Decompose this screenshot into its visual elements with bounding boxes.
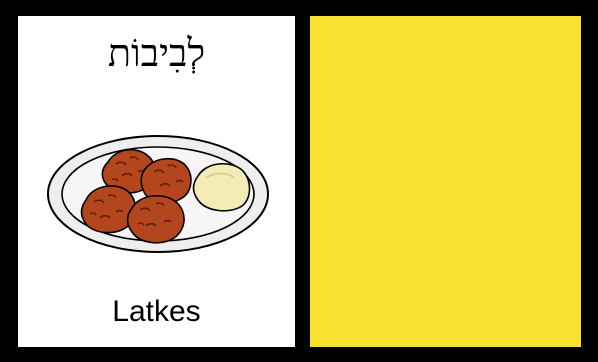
latkes-plate-icon xyxy=(46,134,270,254)
latke xyxy=(128,196,185,243)
english-label: Latkes xyxy=(112,295,201,328)
hebrew-label: לְבִיבוֹת xyxy=(107,31,206,75)
yellow-panel[interactable] xyxy=(310,16,581,347)
sour-cream xyxy=(194,164,250,211)
word-card[interactable] xyxy=(18,16,295,347)
